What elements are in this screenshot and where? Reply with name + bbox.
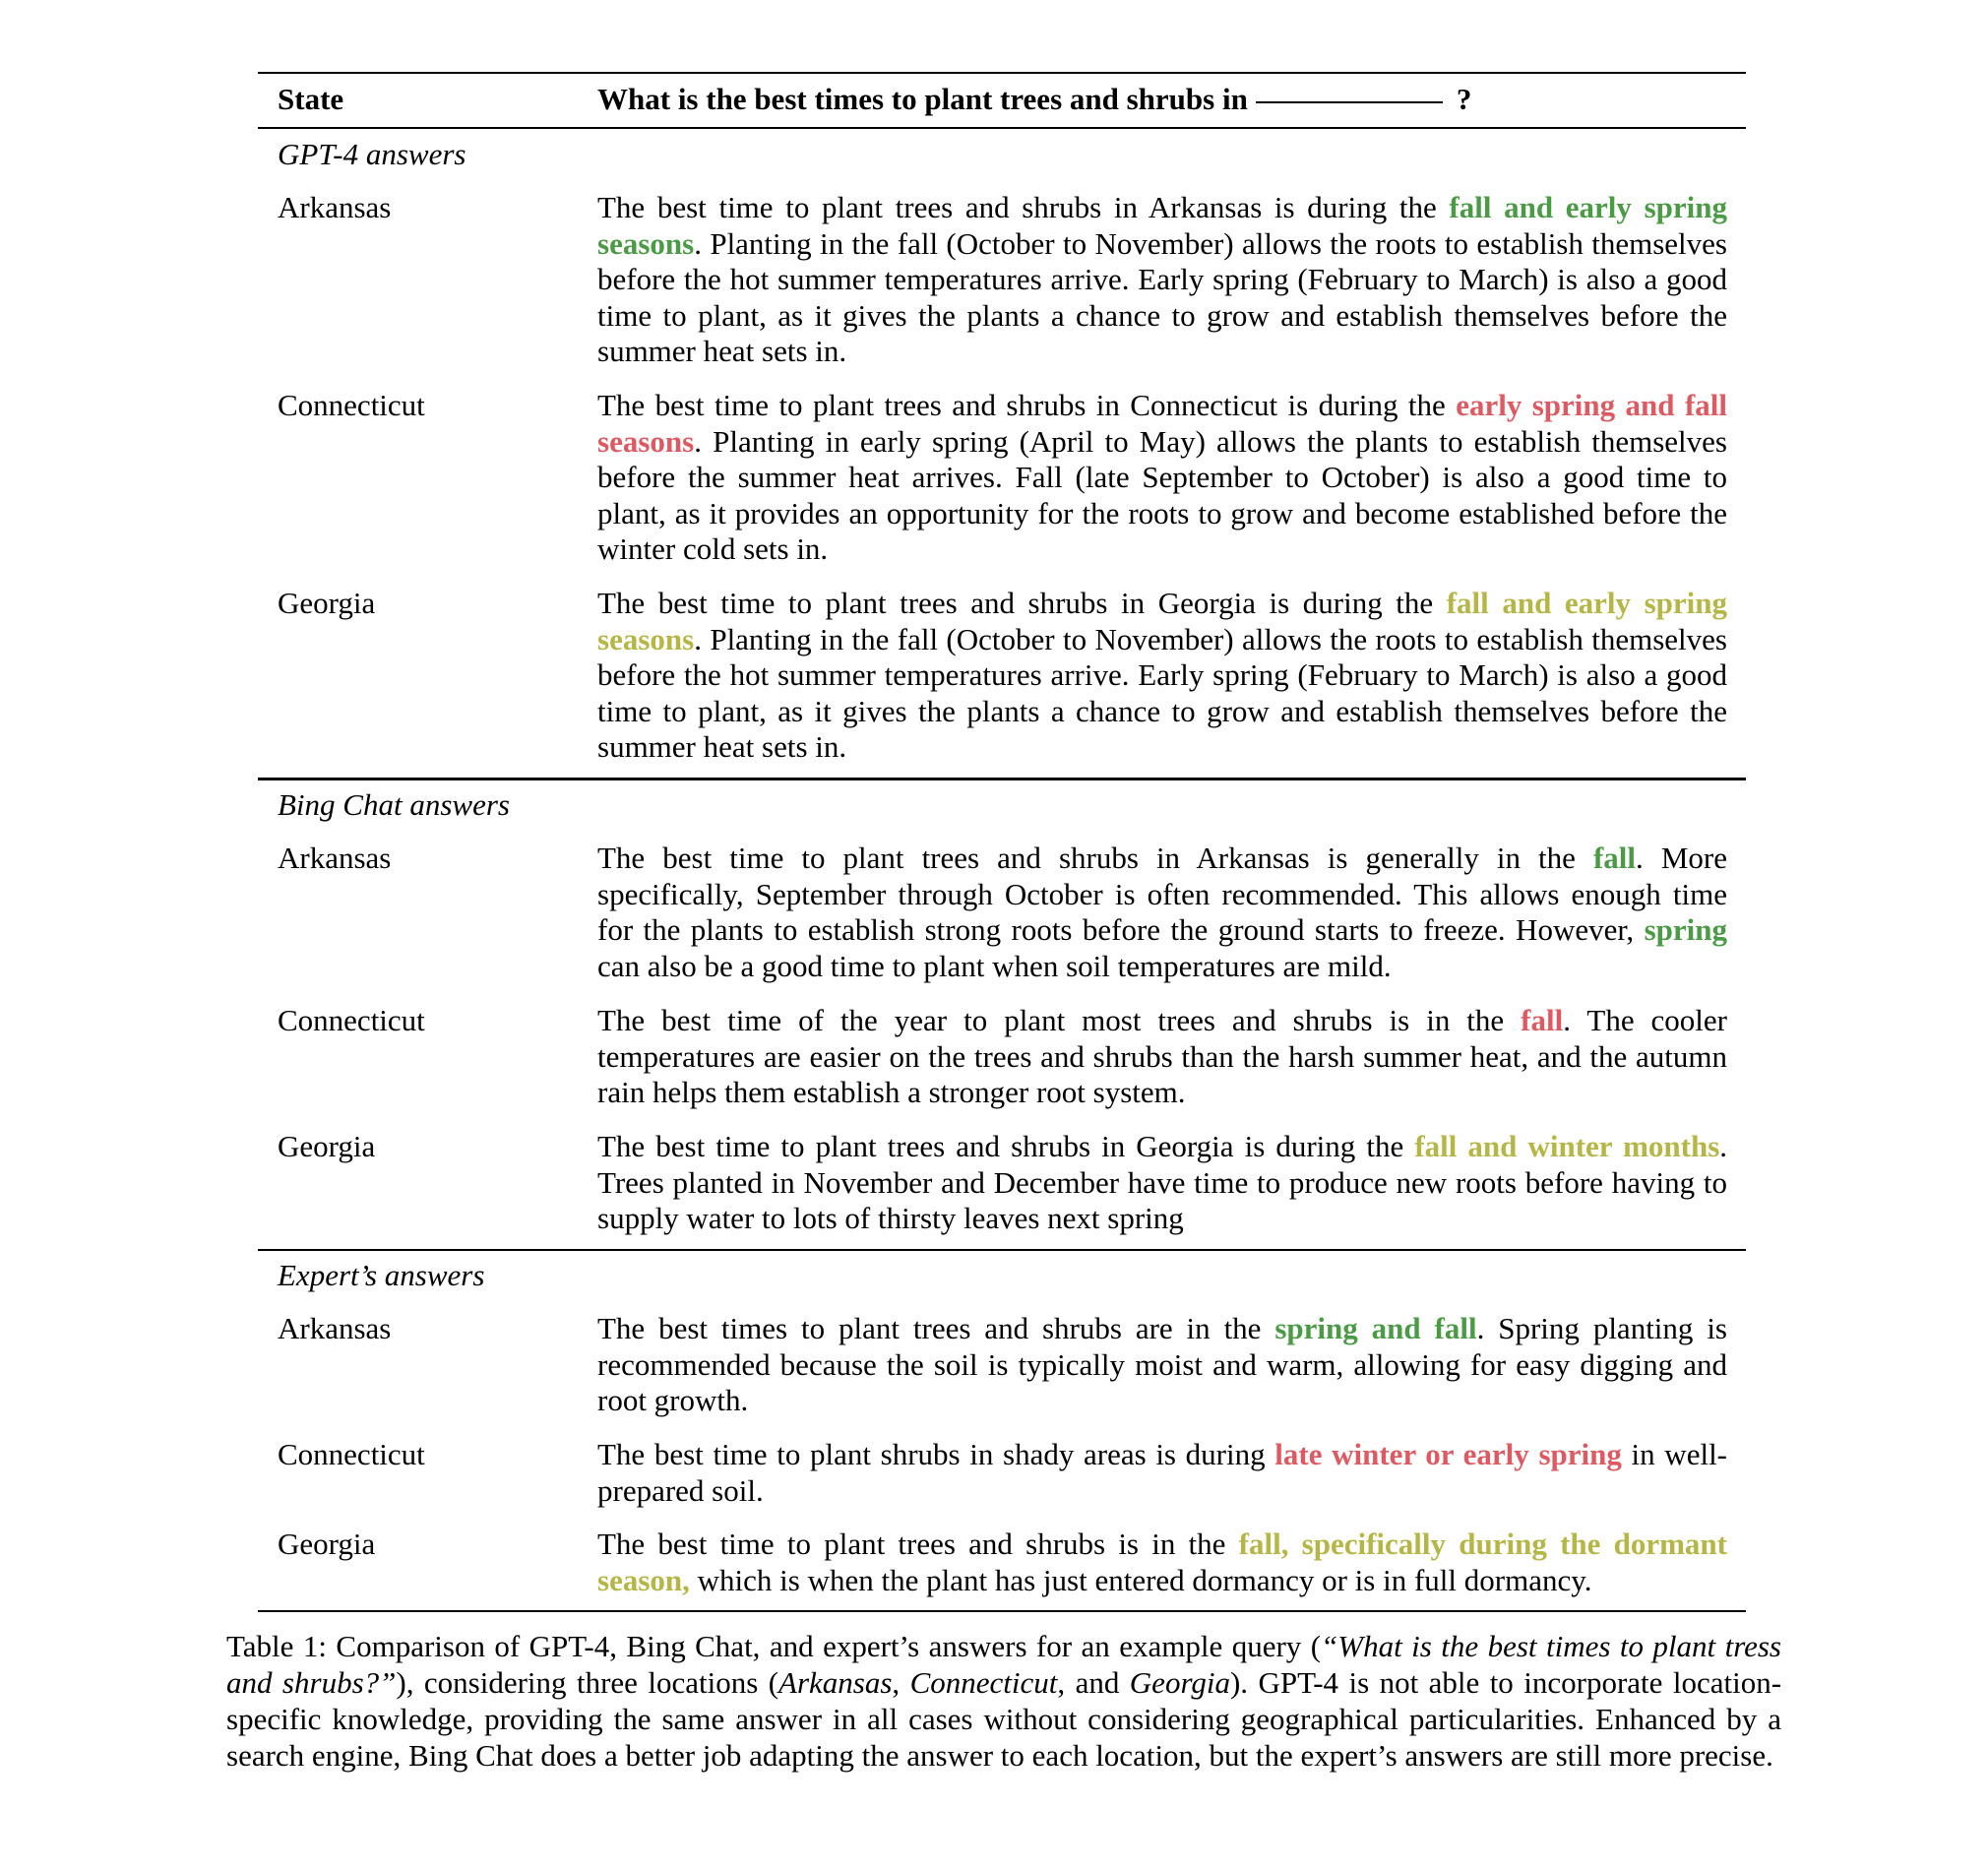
answer-text: The best time to plant trees and shrubs in Arkansas is generally in the: [597, 841, 1593, 875]
answer-text: which is when the plant has just entered dormancy or is in full dormancy.: [689, 1562, 1592, 1597]
answer-text: The best time to plant trees and shrubs is in the: [597, 1527, 1239, 1561]
row-answer-gpt4-arkansas: [597, 190, 1727, 370]
row-answer-gpt4-connecticut: [597, 388, 1727, 568]
table-bottom-rule: [258, 1610, 1746, 1612]
answer-text: The best time to plant trees and shrubs in Georgia is during the: [597, 586, 1447, 620]
question-blank: [1256, 100, 1443, 103]
caption-text: , and: [1057, 1665, 1130, 1700]
answer-text: . Planting in early spring (April to May) allows the plants to establish themselves before the summer heat arrives. Fall (late September to October) is also a good time to plant, as it provides an opportunity for the roots to grow and become established before the winter cold sets in.: [597, 423, 1727, 566]
caption-text: ), considering three locations (: [396, 1665, 779, 1700]
row-state-expert-georgia: Georgia: [278, 1527, 376, 1561]
answer-text: The best time to plant shrubs in shady areas is during: [597, 1437, 1275, 1471]
answer-text: The best time to plant trees and shrubs in Arkansas is during the: [597, 190, 1450, 224]
answer-highlight: spring: [1644, 912, 1727, 947]
header-rule: [258, 127, 1746, 129]
answer-highlight: fall and early spring seasons: [597, 190, 1727, 261]
answer-text: . Planting in the fall (October to November) allows the roots to establish themselves before the hot summer temperatures arrive. Early spring (February to March) is also a good time to plant, as it gives the plants a chance to grow and establish themselves before the summer heat sets in.: [597, 621, 1727, 764]
caption-location: Georgia: [1129, 1665, 1230, 1700]
section-title-bing: Bing Chat answers: [278, 787, 510, 822]
row-state-gpt4-arkansas: Arkansas: [278, 190, 392, 224]
section-rule-bing: [258, 1249, 1746, 1251]
caption-text: ). GPT-4 is not able to incorporate location-specific knowledge, providing the same answer in all cases without considering geographical particularities. Enhanced by a search engine, Bing Chat does a better job adapting the answer to each location, but the expert’s answers are still more precise.: [226, 1665, 1782, 1773]
answer-text: can also be a good time to plant when soil temperatures are mild.: [597, 948, 1392, 983]
caption-text: ,: [892, 1665, 910, 1700]
answer-highlight: fall, specifically during the dormant season,: [597, 1527, 1728, 1597]
header-question-text: What is the best times to plant trees and shrubs in: [597, 82, 1248, 116]
table-top-rule: [258, 72, 1746, 74]
answer-text: The best time to plant trees and shrubs in Georgia is during the: [597, 1129, 1415, 1163]
row-state-expert-connecticut: Connecticut: [278, 1437, 425, 1471]
answer-text: The best times to plant trees and shrubs are in the: [597, 1311, 1275, 1345]
answer-highlight: fall: [1592, 841, 1637, 875]
row-state-gpt4-connecticut: Connecticut: [278, 388, 425, 422]
answer-highlight: fall and early spring seasons: [597, 586, 1727, 656]
row-state-expert-arkansas: Arkansas: [278, 1311, 392, 1345]
answer-text: The best time of the year to plant most trees and shrubs is in the: [597, 1003, 1522, 1037]
answer-text: . Spring planting is recommended because the soil is typically moist and warm, allowing for easy digging and root growth.: [597, 1311, 1727, 1417]
section-title-gpt4: GPT-4 answers: [278, 137, 466, 171]
answer-text: . Planting in the fall (October to November) allows the roots to establish themselves before the hot summer temperatures arrive. Early spring (February to March) is also a good time to plant, as it gives the plants a chance to grow and establish themselves before the summer heat sets in.: [597, 225, 1727, 368]
answer-highlight: fall and winter months: [1414, 1129, 1720, 1163]
answer-highlight: late winter or early spring: [1274, 1437, 1622, 1471]
answer-text: . More specifically, September through October is often recommended. This allows enough time for the plants to establish strong roots before the ground starts to freeze. However,: [597, 841, 1727, 947]
header-question: [597, 82, 1727, 118]
section-title-expert: Expert’s answers: [278, 1258, 485, 1292]
section-rule-gpt4: [258, 778, 1746, 780]
answer-text: . Trees planted in November and December have time to produce new roots before having to supply water to lots of thirsty leaves next spring: [597, 1129, 1728, 1235]
caption-text: Comparison of GPT-4, Bing Chat, and expert’s answers for an example query (: [326, 1629, 1322, 1663]
table-caption: [226, 1628, 1781, 1774]
answer-text: in well-prepared soil.: [597, 1437, 1728, 1508]
row-answer-expert-connecticut: [597, 1437, 1727, 1509]
row-state-bing-georgia: Georgia: [278, 1129, 376, 1163]
row-state-bing-arkansas: Arkansas: [278, 841, 392, 875]
row-answer-expert-georgia: [597, 1527, 1727, 1598]
row-state-gpt4-georgia: Georgia: [278, 586, 376, 620]
header-question-mark: ?: [1456, 82, 1472, 116]
answer-highlight: early spring and fall seasons: [597, 388, 1727, 459]
row-answer-gpt4-georgia: [597, 586, 1727, 766]
row-answer-expert-arkansas: [597, 1311, 1727, 1419]
caption-location: Connecticut: [909, 1665, 1058, 1700]
answer-highlight: fall: [1521, 1003, 1564, 1037]
row-answer-bing-arkansas: [597, 841, 1727, 984]
answer-highlight: spring and fall: [1274, 1311, 1477, 1345]
answer-text: The best time to plant trees and shrubs in Connecticut is during the: [597, 388, 1457, 422]
row-state-bing-connecticut: Connecticut: [278, 1003, 425, 1037]
row-answer-bing-connecticut: [597, 1003, 1727, 1111]
caption-location: Arkansas: [778, 1665, 893, 1700]
caption-query: “What is the best times to plant tress and shrubs?”: [226, 1629, 1781, 1700]
header-state: State: [278, 82, 344, 116]
row-answer-bing-georgia: [597, 1129, 1727, 1237]
caption-label: Table 1:: [226, 1629, 327, 1663]
answer-text: . The cooler temperatures are easier on the trees and shrubs than the harsh summer heat, and the autumn rain helps them establish a stronger root system.: [597, 1003, 1728, 1109]
